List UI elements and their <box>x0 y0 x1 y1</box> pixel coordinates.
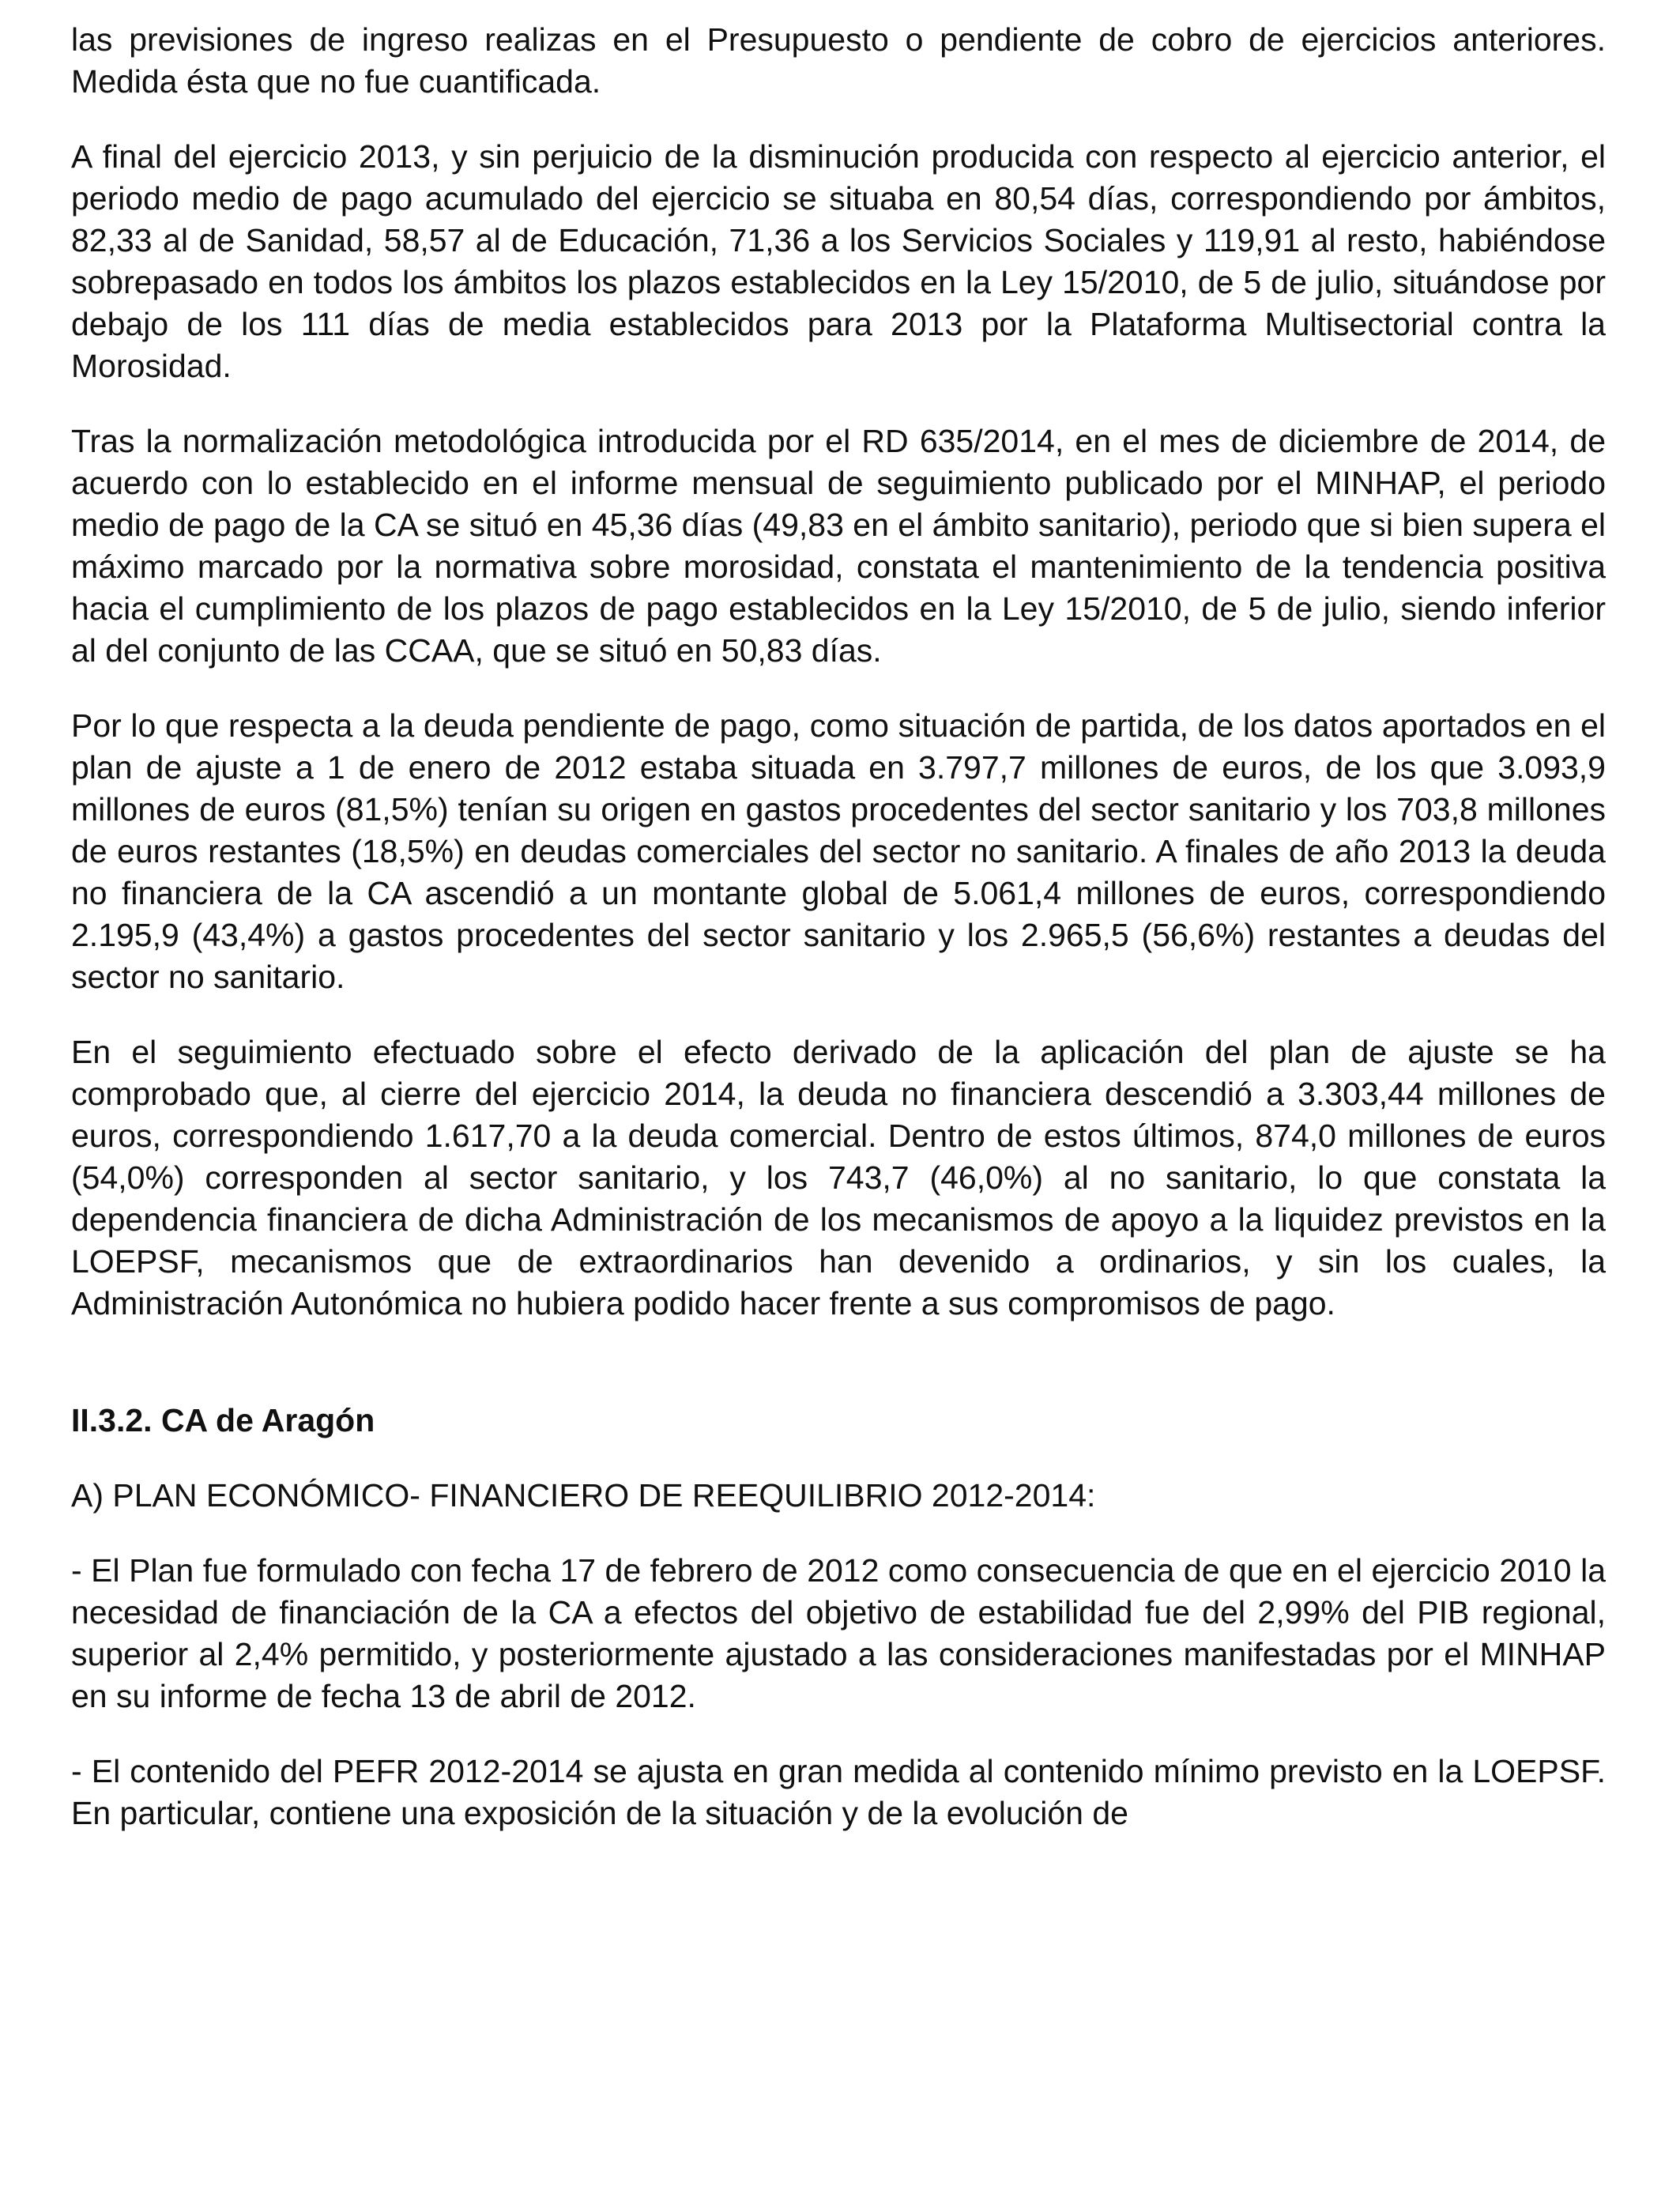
bullet-item-contenido-pefr: - El contenido del PEFR 2012-2014 se ajusta en gran medida al contenido mínimo previsto en la LOEPSF. En particular, contiene una exposición de la situación y de la evolución de <box>71 1753 1606 1831</box>
paragraph-seguimiento-plan: En el seguimiento efectuado sobre el efecto derivado de la aplicación del plan de ajuste se ha comprobado que, al cierre del ejercicio 2014, la deuda no financiera descendió a 3.303,44 millones de euros, correspondiendo 1.617,70 a la deuda comercial. Dentro de estos últimos, 874,0 millones de euros (54,0%) corresponden al sector sanitario, y los 743,7 (46,0%) al no sanitario, lo que constata la dependencia financiera de dicha Administración de los mecanismos de apoyo a la liquidez previstos en la LOEPSF, mecanismos que de extraordinarios han devenido a ordinarios, y sin los cuales, la Administración Autonómica no hubiera podido hacer frente a sus compromisos de pago. <box>71 1034 1606 1321</box>
subsection-heading: A) PLAN ECONÓMICO- FINANCIERO DE REEQUILIBRIO 2012-2014: <box>71 1477 1096 1514</box>
section-heading: II.3.2. CA de Aragón <box>71 1402 375 1438</box>
paragraph-deuda-pendiente: Por lo que respecta a la deuda pendiente de pago, como situación de partida, de los datos aportados en el plan de ajuste a 1 de enero de 2012 estaba situada en 3.797,7 millones de euros, de los que 3.093,9 millones de euros (81,5%) tenían su origen en gastos procedentes del sector sanitario y los 703,8 millones de euros restantes (18,5%) en deudas comerciales del sector no sanitario. A finales de año 2013 la deuda no financiera de la CA ascendió a un montante global de 5.061,4 millones de euros, correspondiendo 2.195,9 (43,4%) a gastos procedentes del sector sanitario y los 2.965,5 (56,6%) restantes a deudas del sector no sanitario. <box>71 707 1606 995</box>
bullet-item-plan-formulado: - El Plan fue formulado con fecha 17 de febrero de 2012 como consecuencia de que en el ejercicio 2010 la necesidad de financiación de la CA a efectos del objetivo de estabilidad fue del 2,99% del PIB regional, superior al 2,4% permitido, y posteriormente ajustado a las consideraciones manifestadas por el MINHAP en su informe de fecha 13 de abril de 2012. <box>71 1552 1606 1714</box>
document-page <box>71 19 1606 1868</box>
paragraph-normalizacion-2014: Tras la normalización metodológica introducida por el RD 635/2014, en el mes de diciembre de 2014, de acuerdo con lo establecido en el informe mensual de seguimiento publicado por el MINHAP, el periodo medio de pago de la CA se situó en 45,36 días (49,83 en el ámbito sanitario), periodo que si bien supera el máximo marcado por la normativa sobre morosidad, constata el mantenimiento de la tendencia positiva hacia el cumplimiento de los plazos de pago establecidos en la Ley 15/2010, de 5 de julio, siendo inferior al del conjunto de las CCAA, que se situó en 50,83 días. <box>71 423 1606 669</box>
paragraph-periodo-medio-2013: A final del ejercicio 2013, y sin perjuicio de la disminución producida con respecto al ejercicio anterior, el periodo medio de pago acumulado del ejercicio se situaba en 80,54 días, correspondiendo por ámbitos, 82,33 al de Sanidad, 58,57 al de Educación, 71,36 a los Servicios Sociales y 119,91 al resto, habiéndose sobrepasado en todos los ámbitos los plazos establecidos en la Ley 15/2010, de 5 de julio, situándose por debajo de los 111 días de media establecidos para 2013 por la Plataforma Multisectorial contra la Morosidad. <box>71 138 1606 384</box>
paragraph-previsiones: las previsiones de ingreso realizas en el Presupuesto o pendiente de cobro de ejercicios anteriores. Medida ésta que no fue cuantificada. <box>71 21 1606 100</box>
